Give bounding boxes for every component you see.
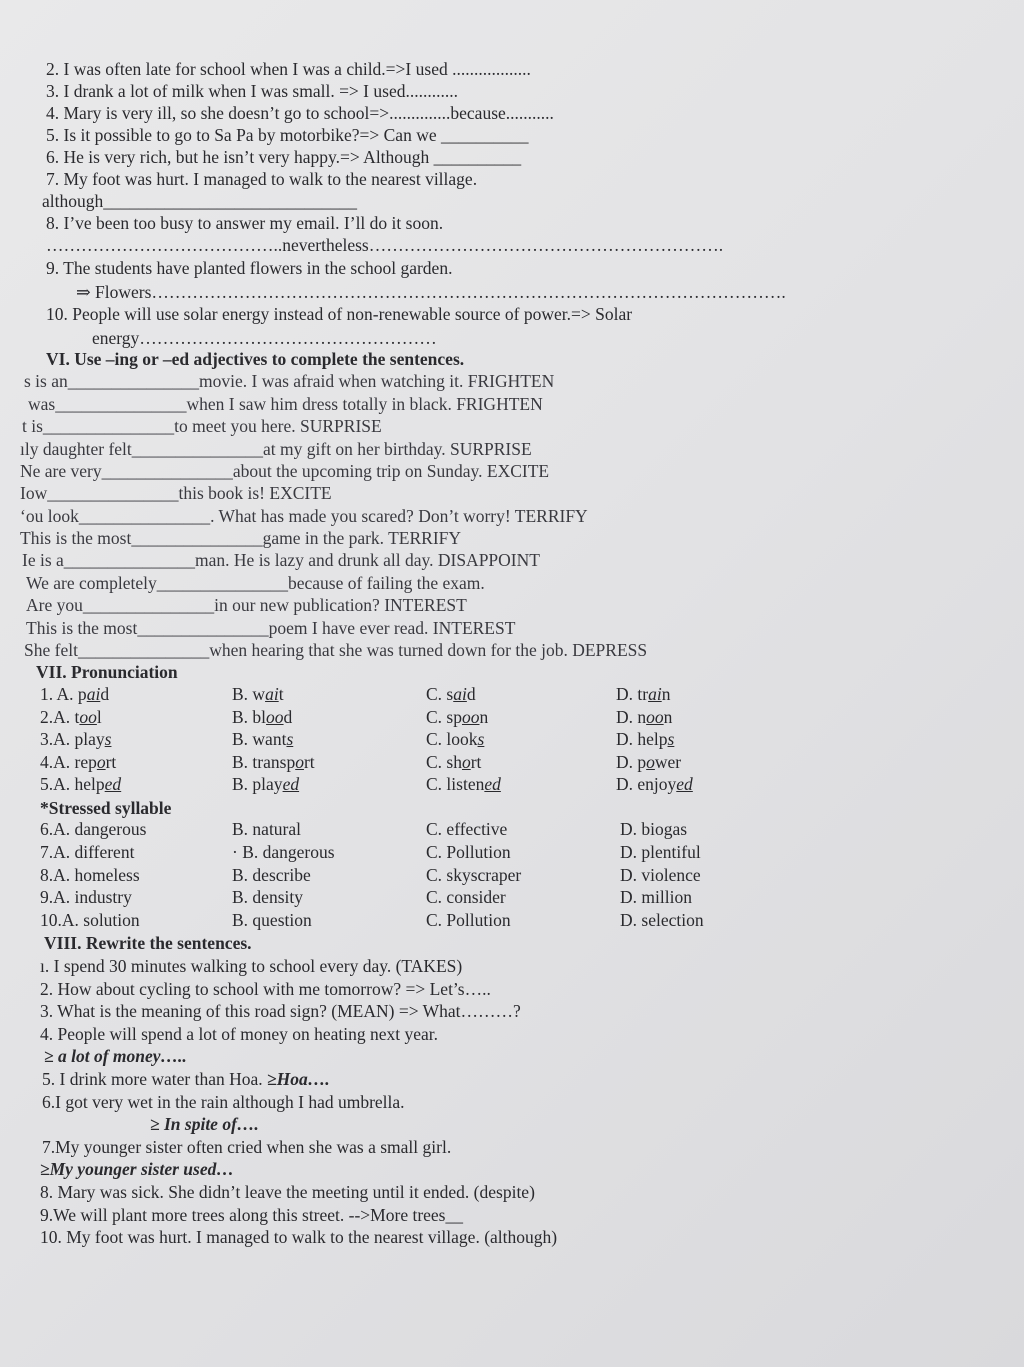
stress-option: 10.A. solution (40, 910, 140, 931)
stress-option: 7.A. different (40, 841, 135, 862)
underlined-sound: ed (104, 774, 122, 794)
stress-option: 9.A. industry (40, 887, 132, 908)
sec6-item-11: Are you_______________in our new publication? INTEREST (26, 595, 467, 615)
underlined-sound: oo (461, 706, 480, 727)
rewrite-item: 9.We will plant more trees along this street. -->More trees__ (40, 1204, 463, 1225)
stress-option: C. skyscraper (426, 864, 522, 885)
rewrite-item: ≥My younger sister used… (40, 1159, 234, 1180)
sec5-line-8: 8. I’ve been too busy to answer my email. I’ll do it soon. (46, 213, 444, 233)
sec5-line-9: 9. The students have planted flowers in the school garden. (46, 258, 453, 278)
pron-option: B. wait (232, 684, 284, 704)
sec6-item-7: ʻou look_______________. What has made you scared? Don’t worry! TERRIFY (20, 506, 588, 526)
sec5-line-7-answer: although_____________________________ (42, 191, 357, 211)
pron-option: B. transport (232, 751, 315, 772)
underlined-sound: s (104, 729, 112, 749)
stress-option: C. Pollution (426, 910, 511, 931)
pron-option: C. said (426, 684, 476, 704)
pron-option: 3.A. plays (40, 729, 112, 749)
underlined-sound: o (96, 751, 106, 772)
underlined-sound: ai (86, 684, 101, 704)
rewrite-item: 7.My younger sister often cried when she was a small girl. (42, 1136, 452, 1157)
stress-option: B. density (232, 887, 303, 908)
rewrite-item: 3. What is the meaning of this road sign? (MEAN) => What………? (40, 1001, 521, 1022)
stress-option: C. consider (426, 887, 506, 908)
pron-option: C. listened (426, 774, 501, 794)
underlined-sound: o (646, 751, 655, 772)
sec6-item-3: t is_______________to meet you here. SURPRISE (22, 416, 382, 436)
pron-option: B. played (232, 774, 300, 794)
sec5-line-4: 4. Mary is very ill, so she doesn’t go to school=>..............because........... (46, 103, 554, 123)
pron-option: D. helps (616, 729, 675, 749)
pron-option: B. blood (232, 706, 293, 727)
sec5-line-3: 3. I drank a lot of milk when I was small. => I used............ (46, 81, 458, 101)
rewrite-item: 5. I drink more water than Hoa. ≥Hoa…. (42, 1069, 330, 1089)
stress-option: D. selection (620, 910, 704, 931)
sec6-item-12: This is the most_______________poem I have ever read. INTEREST (26, 618, 516, 638)
sec5-line-8-answer: …………………………………..nevertheless……………………………………………………. (46, 235, 724, 255)
stress-option: C. Pollution (426, 841, 511, 862)
rewrite-item: ≥ In spite of…. (150, 1114, 259, 1135)
sec6-item-5: Ne are very_______________about the upcoming trip on Sunday. EXCITE (20, 461, 550, 481)
sec6-item-10: We are completely_______________because of failing the exam. (26, 573, 485, 593)
pron-option: D. enjoyed (616, 774, 693, 794)
underlined-sound: ed (484, 774, 501, 794)
sec5-line-2: 2. I was often late for school when I was a child.=>I used .................. (46, 59, 531, 79)
underlined-sound: ai (453, 684, 467, 704)
pron-option: 1. A. paid (40, 684, 110, 704)
stress-option: B. natural (232, 819, 302, 839)
rewrite-item: 8. Mary was sick. She didn’t leave the meeting until it ended. (despite) (40, 1182, 535, 1202)
underlined-sound: s (286, 729, 294, 749)
stress-option: D. million (620, 887, 692, 908)
sec5-line-7: 7. My foot was hurt. I managed to walk to the nearest village. (46, 169, 478, 189)
rewrite-item: 6.I got very wet in the rain although I had umbrella. (42, 1091, 405, 1112)
rewrite-item: 10. My foot was hurt. I managed to walk to the nearest village. (although) (40, 1227, 558, 1248)
underlined-sound: ed (676, 774, 693, 794)
underlined-sound: ed (282, 774, 300, 794)
pron-option: D. train (616, 684, 671, 704)
pron-option: 2.A. tool (40, 706, 102, 727)
sec6-item-13: She felt_______________when hearing that she was turned down for the job. DEPRESS (24, 640, 648, 660)
underlined-sound: ai (265, 684, 279, 704)
rewrite-item: 4. People will spend a lot of money on heating next year. (40, 1023, 439, 1044)
underlined-sound: oo (646, 706, 664, 727)
underlined-sound: s (667, 729, 675, 749)
sec6-item-4: ıly daughter felt_______________at my gift on her birthday. SURPRISE (20, 439, 532, 459)
underlined-sound: ai (648, 684, 662, 704)
rewrite-item: ı. I spend 30 minutes walking to school every day. (TAKES) (40, 956, 463, 976)
pron-option: C. looks (426, 729, 485, 749)
rewrite-item: ≥ a lot of money….. (44, 1046, 187, 1067)
stress-option: D. biogas (620, 819, 688, 839)
sec6-item-2: was_______________when I saw him dress totally in black. FRIGHTEN (28, 394, 543, 414)
sec6-title: VI. Use –ing or –ed adjectives to complete the sentences. (46, 349, 465, 369)
stress-option: 6.A. dangerous (40, 819, 147, 839)
rewrite-item: 2. How about cycling to school with me tomorrow? => Let’s….. (40, 978, 491, 999)
pron-option: C. spoon (426, 706, 489, 727)
underlined-sound: s (477, 729, 485, 749)
underlined-sound: o (461, 751, 471, 772)
sec8-title: VIII. Rewrite the sentences. (44, 933, 252, 953)
underlined-sound: o (295, 751, 304, 772)
pron-option: D. noon (616, 706, 673, 727)
sec6-item-1: s is an_______________movie. I was afraid when watching it. FRIGHTEN (24, 371, 555, 391)
stress-title: *Stressed syllable (40, 798, 172, 818)
pron-option: B. wants (232, 729, 294, 749)
stress-option: 8.A. homeless (40, 864, 140, 885)
underlined-sound: oo (79, 706, 97, 727)
sec5-line-6: 6. He is very rich, but he isn’t very happy.=> Although __________ (46, 147, 522, 167)
sec6-item-9: Ie is a_______________man. He is lazy and drunk all day. DISAPPOINT (22, 550, 540, 570)
stress-option: C. effective (426, 819, 508, 839)
sec6-item-6: Iow_______________this book is! EXCITE (20, 483, 332, 503)
pron-option: D. power (616, 751, 682, 772)
stress-option: D. plentiful (620, 841, 701, 862)
sec5-line-9-answer: ⇒ Flowers………………………………………………………………………………………………. (76, 282, 786, 302)
sec5-line-10: 10. People will use solar energy instead of non-renewable source of power.=> Solar (46, 304, 633, 324)
sec7-title: VII. Pronunciation (36, 662, 178, 682)
pron-option: 5.A. helped (40, 774, 122, 794)
stress-option: · B. dangerous (232, 841, 335, 862)
stress-option: B. describe (232, 864, 311, 885)
stress-option: D. violence (620, 864, 701, 885)
stress-option: B. question (232, 910, 312, 931)
pron-option: 4.A. report (40, 751, 117, 772)
underlined-sound: oo (266, 706, 284, 727)
sec6-item-8: This is the most_______________game in the park. TERRIFY (20, 528, 462, 548)
sec5-line-10-answer: energy…………………………………………… (92, 328, 437, 348)
sec5-line-5: 5. Is it possible to go to Sa Pa by motorbike?=> Can we __________ (46, 125, 529, 145)
pron-option: C. short (426, 751, 482, 772)
